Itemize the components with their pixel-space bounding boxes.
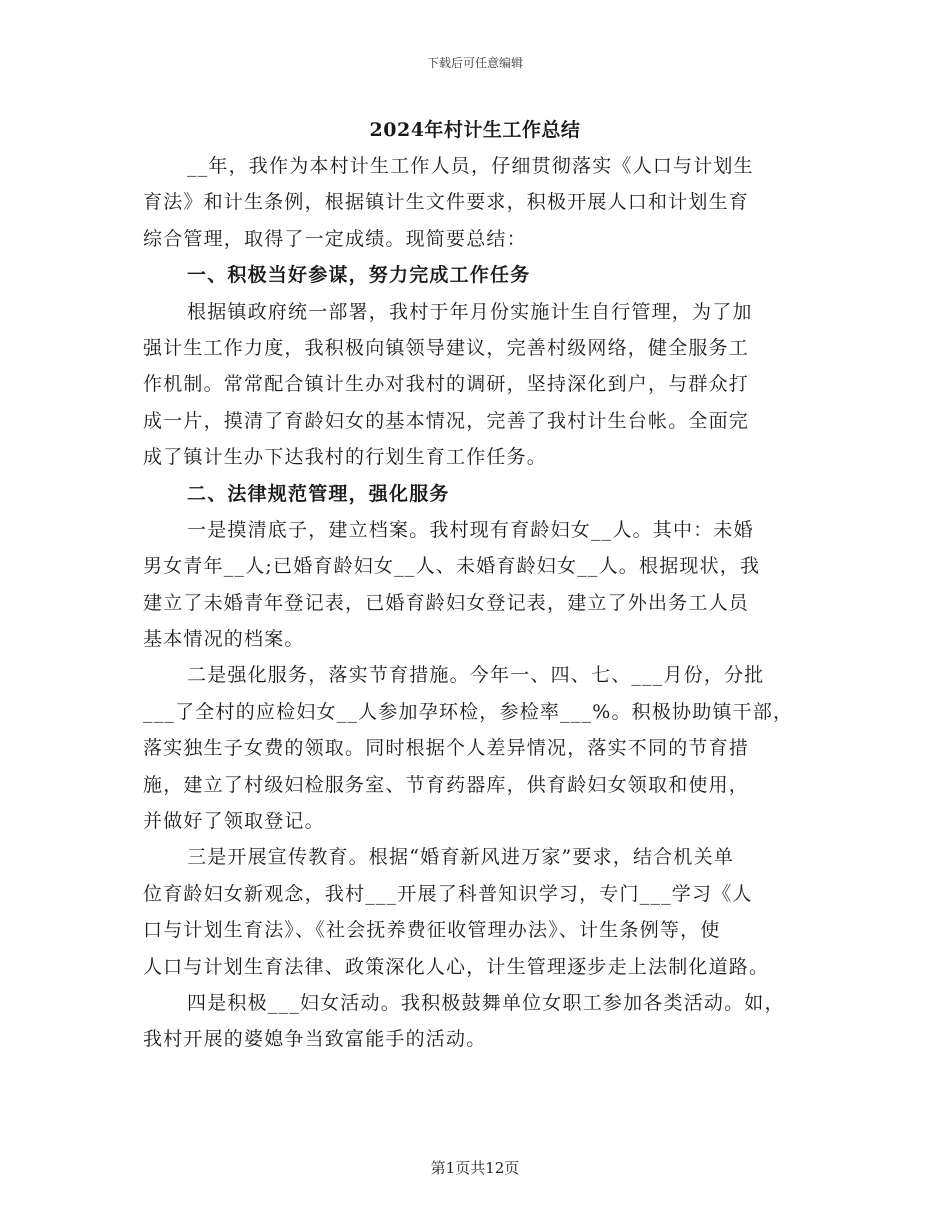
body-line: 作机制。常常配合镇计生办对我村的调研，坚持深化到户，与群众打 <box>143 373 750 396</box>
section-heading: 二、法律规范管理，强化服务 <box>187 482 450 505</box>
body-line: 落实独生子女费的领取。同时根据个人差异情况，落实不同的节育措 <box>143 737 750 760</box>
body-line: 三是开展宣传教育。根据“婚育新风进万家”要求，结合机关单 <box>187 846 735 869</box>
body-line: 施，建立了村级妇检服务室、节育药器库，供育龄妇女领取和使用， <box>143 773 750 796</box>
section-heading: 一、积极当好参谋，努力完成工作任务 <box>187 264 531 287</box>
header-note: 下载后可任意编辑 <box>426 56 523 70</box>
body-line: 根据镇政府统一部署，我村于年月份实施计生自行管理，为了加 <box>187 300 753 323</box>
body-line: 综合管理，取得了一定成绩。现简要总结： <box>143 227 527 250</box>
body-line: 育法》和计生条例，根据镇计生文件要求，积极开展人口和计划生育 <box>143 191 750 214</box>
body-line: 我村开展的婆媳争当致富能手的活动。 <box>143 1028 487 1051</box>
body-line: 强计生工作力度，我积极向镇领导建议，完善村级网络，健全服务工 <box>143 336 750 359</box>
document-body <box>143 148 813 1058</box>
body-line: 二是强化服务，落实节育措施。今年一、四、七、___月份，分批 <box>187 664 765 687</box>
body-line: 四是积极___妇女活动。我积极鼓舞单位女职工参加各类活动。如， <box>187 991 785 1014</box>
body-line: 一是摸清底子，建立档案。我村现有育龄妇女__人。其中：未婚 <box>187 518 754 541</box>
page-footer: 第1页共12页 <box>430 1159 520 1177</box>
body-line: 并做好了领取登记。 <box>143 810 325 833</box>
body-line: 建立了未婚青年登记表，已婚育龄妇女登记表，建立了外出务工人员 <box>143 591 750 614</box>
body-line: 基本情况的档案。 <box>143 628 305 651</box>
body-line: 成了镇计生办下达我村的行划生育工作任务。 <box>143 446 548 469</box>
body-line: 成一片，摸清了育龄妇女的基本情况，完善了我村计生台帐。全面完 <box>143 409 750 432</box>
body-line: 位育龄妇女新观念，我村___开展了科普知识学习，专门___学习《人 <box>143 882 753 905</box>
document-title: 2024年村计生工作总结 <box>369 119 581 141</box>
body-line: 人口与计划生育法律、政策深化人心，计生管理逐步走上法制化道路。 <box>143 955 770 978</box>
body-line: __年，我作为本村计生工作人员，仔细贯彻落实《人口与计划生 <box>187 155 754 177</box>
body-line: 口与计划生育法》、《社会抚养费征收管理办法》、计生条例等，使 <box>143 919 721 942</box>
body-line: 男女青年__人;已婚育龄妇女__人、未婚育龄妇女__人。根据现状，我 <box>143 555 761 578</box>
body-line: ___了全村的应检妇女__人参加孕环检，参检率___%。积极协助镇干部， <box>143 700 794 723</box>
